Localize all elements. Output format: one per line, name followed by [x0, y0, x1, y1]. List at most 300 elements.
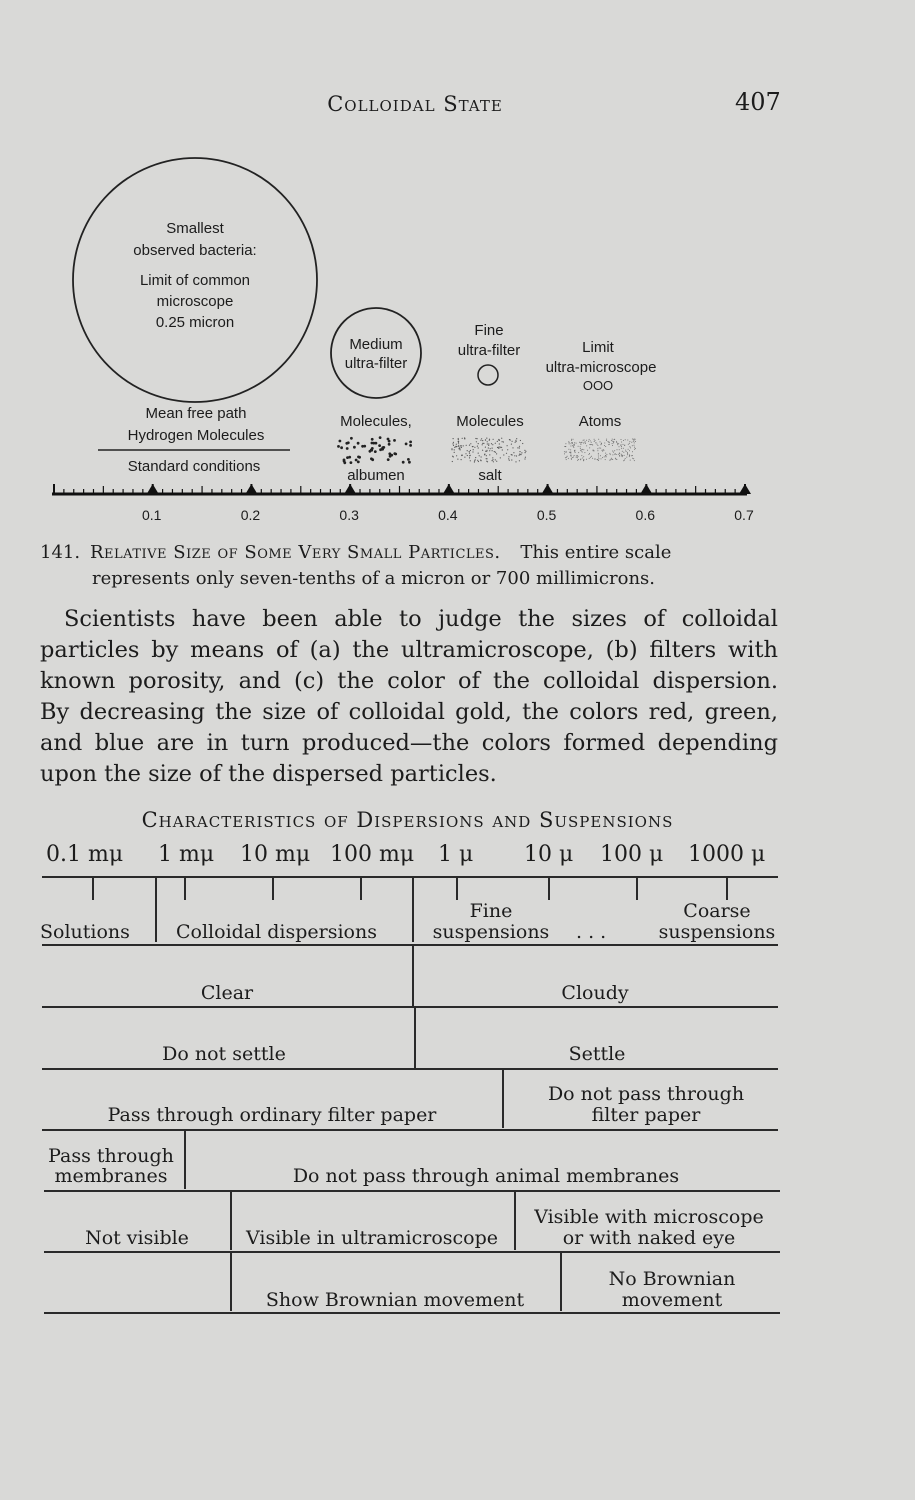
medium-filter-label-1: Medium — [349, 336, 403, 353]
scale-tick — [360, 878, 362, 900]
mean-free-path-label-2: Hydrogen Molecules — [127, 427, 265, 444]
dot — [458, 448, 459, 449]
salt-dot-pattern — [451, 437, 526, 462]
dot — [604, 443, 605, 444]
dot — [495, 443, 496, 444]
medium-filter-label-2: ultra-filter — [344, 355, 408, 372]
dot — [350, 461, 353, 464]
dot — [604, 445, 605, 446]
cell-fine-1: Fine — [469, 900, 513, 922]
dot — [605, 459, 606, 460]
dot — [589, 453, 590, 454]
cell-do-not-settle: Do not settle — [162, 1043, 286, 1065]
dot — [600, 441, 601, 442]
dot — [597, 459, 598, 460]
dot — [486, 438, 487, 439]
scale-label: 100 μ — [600, 842, 664, 867]
scale-major-marker — [147, 484, 159, 494]
dot — [621, 445, 622, 446]
scale-label: 100 mμ — [330, 842, 415, 867]
scale-tick — [92, 878, 94, 900]
dot — [513, 452, 514, 453]
dot — [589, 444, 590, 445]
dot — [454, 452, 455, 453]
dot — [600, 455, 601, 456]
dot — [350, 437, 353, 440]
dot — [573, 439, 574, 440]
dot — [592, 458, 593, 459]
scale-major-marker — [739, 484, 751, 494]
dot — [402, 461, 405, 464]
dot — [632, 458, 633, 459]
dot — [478, 443, 479, 444]
paragraph-line: Scientists have been able to judge the sizes of colloidal — [64, 606, 778, 632]
dot — [455, 446, 456, 447]
dot — [522, 443, 523, 444]
dot — [469, 451, 470, 452]
dot — [598, 439, 599, 440]
dot — [629, 446, 630, 447]
dot — [492, 450, 493, 451]
cell-not-pass-membranes: Do not pass through animal membranes — [292, 1165, 680, 1187]
atoms-label: Atoms — [578, 413, 622, 430]
dot — [571, 459, 572, 460]
dot — [628, 444, 629, 445]
dot — [470, 460, 471, 461]
dot — [580, 446, 581, 447]
dot — [472, 451, 473, 452]
dot — [405, 443, 408, 446]
cell-solutions: Solutions — [40, 921, 130, 943]
dot — [598, 458, 599, 459]
fine-filter-label-1: Fine — [474, 322, 504, 339]
dot — [625, 439, 626, 440]
dot — [483, 443, 484, 444]
dot — [580, 448, 581, 449]
dot — [500, 447, 501, 448]
dot — [514, 455, 515, 456]
dot — [478, 461, 479, 462]
dot — [495, 459, 496, 460]
dot — [519, 446, 520, 447]
dot — [605, 446, 606, 447]
dot — [388, 443, 391, 446]
dot — [578, 459, 579, 460]
dot — [579, 442, 580, 443]
dot — [615, 453, 616, 454]
dot — [524, 458, 525, 459]
dot — [511, 459, 512, 460]
dot — [612, 439, 613, 440]
cell-brownian: Show Brownian movement — [265, 1289, 525, 1311]
dot — [580, 444, 581, 445]
dot — [635, 448, 636, 449]
dot — [611, 440, 612, 441]
mean-free-path-label-1: Mean free path — [145, 405, 247, 422]
scale-tick-label: 0.3 — [339, 507, 359, 523]
scale-label: 1000 μ — [688, 842, 766, 867]
dot — [569, 442, 570, 443]
dot — [602, 451, 603, 452]
dot — [565, 446, 566, 447]
dot — [577, 455, 578, 456]
dot — [475, 457, 476, 458]
cell-no-brownian-1: No Brownian — [608, 1268, 736, 1290]
dot — [613, 452, 614, 453]
dot — [460, 445, 461, 446]
limit-label-1: Limit — [582, 339, 614, 356]
dot — [631, 442, 632, 443]
dot — [521, 452, 522, 453]
dot — [635, 441, 636, 442]
scale-label: 10 mμ — [240, 842, 311, 867]
dot — [480, 460, 481, 461]
dot — [453, 438, 454, 439]
dot — [381, 448, 384, 451]
dot — [571, 440, 572, 441]
scale-label: 1 μ — [438, 842, 474, 867]
cell-coarse-1: Coarse — [683, 900, 751, 922]
dot — [609, 444, 610, 445]
dot — [452, 443, 453, 444]
dot — [489, 440, 490, 441]
dot — [634, 460, 635, 461]
dot — [477, 446, 478, 447]
dot — [611, 458, 612, 459]
dot — [472, 446, 473, 447]
dot — [485, 447, 486, 448]
dot — [458, 441, 459, 442]
dot — [617, 443, 618, 444]
particle-size-figure — [0, 0, 915, 535]
dot — [634, 445, 635, 446]
dot — [507, 449, 508, 450]
dot — [605, 453, 606, 454]
dot — [575, 452, 576, 453]
dot — [492, 457, 493, 458]
dot — [479, 455, 480, 456]
dot — [490, 448, 491, 449]
dot — [453, 442, 454, 443]
dot — [603, 449, 604, 450]
cell-not-pass-filter-2: filter paper — [591, 1104, 701, 1126]
atom-dot-pattern — [564, 439, 636, 462]
paragraph-line: and blue are in turn produced—the colors formed depending — [40, 730, 778, 756]
scale-major-marker — [245, 484, 257, 494]
dot — [623, 452, 624, 453]
dot — [587, 450, 588, 451]
dot — [618, 454, 619, 455]
dot — [466, 445, 467, 446]
dot — [454, 447, 455, 448]
dot — [467, 455, 468, 456]
dot — [458, 443, 459, 444]
dot — [590, 440, 591, 441]
dot — [488, 445, 489, 446]
dot — [515, 440, 516, 441]
dot — [501, 447, 502, 448]
table-rule — [42, 1129, 778, 1131]
scale-label: 0.1 mμ — [46, 842, 124, 867]
dot — [572, 457, 573, 458]
dot — [566, 452, 567, 453]
dot — [627, 454, 628, 455]
dot — [584, 452, 585, 453]
dot — [571, 443, 572, 444]
dot — [582, 442, 583, 443]
cell-clear: Clear — [200, 982, 254, 1004]
dot — [605, 455, 606, 456]
dot — [570, 452, 571, 453]
dot — [499, 443, 500, 444]
dot — [573, 447, 574, 448]
dot — [357, 461, 360, 464]
dot — [629, 450, 630, 451]
scale-tick-label: 0.7 — [734, 507, 754, 523]
dot — [477, 438, 478, 439]
dot — [474, 461, 475, 462]
dot — [357, 442, 360, 445]
dot — [601, 458, 602, 459]
dot — [372, 442, 375, 445]
dot — [610, 459, 611, 460]
dot — [453, 456, 454, 457]
dot — [489, 439, 490, 440]
dot — [371, 458, 374, 461]
dot — [519, 447, 520, 448]
scale-major-marker — [344, 484, 356, 494]
dot — [507, 445, 508, 446]
dot — [632, 439, 633, 440]
dot — [519, 454, 520, 455]
dot — [580, 459, 581, 460]
dot — [480, 440, 481, 441]
dot — [583, 443, 584, 444]
dot — [492, 448, 493, 449]
dot — [568, 458, 569, 459]
dot — [451, 448, 452, 449]
dot — [502, 449, 503, 450]
dot — [619, 456, 620, 457]
scale-tick-label: 0.2 — [240, 507, 261, 523]
dot — [467, 450, 468, 451]
dot — [574, 442, 575, 443]
dot — [512, 447, 513, 448]
dot — [502, 441, 503, 442]
dot — [619, 449, 620, 450]
dot — [496, 461, 497, 462]
dot — [598, 455, 599, 456]
dot — [574, 444, 575, 445]
running-title-word-1: olloidal — [344, 92, 436, 116]
dot — [503, 454, 504, 455]
dot — [498, 439, 499, 440]
dot — [619, 446, 620, 447]
dot — [393, 452, 396, 455]
dot — [619, 455, 620, 456]
dot — [340, 446, 343, 449]
dot — [347, 441, 350, 444]
dot — [630, 447, 631, 448]
dot — [606, 439, 607, 440]
dot — [508, 456, 509, 457]
dot — [610, 454, 611, 455]
dot — [508, 458, 509, 459]
dot — [515, 442, 516, 443]
paragraph-line: upon the size of the dispersed particles. — [40, 761, 497, 787]
dot — [456, 455, 457, 456]
dot — [583, 440, 584, 441]
dot — [576, 457, 577, 458]
dot — [476, 441, 477, 442]
dot — [498, 448, 499, 449]
dot — [617, 449, 618, 450]
dot — [498, 447, 499, 448]
dot — [594, 441, 595, 442]
dot — [493, 461, 494, 462]
dot — [578, 456, 579, 457]
dot — [633, 439, 634, 440]
dot — [580, 442, 581, 443]
dot — [452, 461, 453, 462]
dot — [371, 447, 374, 450]
page-number: 407 — [735, 88, 781, 116]
dot — [566, 457, 567, 458]
dot — [623, 440, 624, 441]
dot — [510, 439, 511, 440]
cell-not-visible: Not visible — [85, 1227, 189, 1249]
dot — [606, 440, 607, 441]
dot — [599, 448, 600, 449]
dot — [573, 457, 574, 458]
dot — [582, 452, 583, 453]
dot — [486, 450, 487, 451]
dot — [621, 439, 622, 440]
dot — [482, 440, 483, 441]
dot — [464, 457, 465, 458]
dot — [379, 436, 382, 439]
dot — [581, 455, 582, 456]
dot — [616, 454, 617, 455]
dot — [602, 450, 603, 451]
scale-tick-label: 0.6 — [635, 507, 656, 523]
dot — [597, 444, 598, 445]
dot — [390, 454, 393, 457]
dot — [481, 438, 482, 439]
dot — [564, 453, 565, 454]
scale-major-marker — [640, 484, 652, 494]
dot — [491, 443, 492, 444]
dot — [457, 459, 458, 460]
dot — [631, 455, 632, 456]
dot — [597, 445, 598, 446]
salt-label-2: salt — [478, 467, 502, 484]
cell-pass-filter-paper: Pass through ordinary filter paper — [107, 1104, 437, 1126]
dot — [511, 454, 512, 455]
cell-no-brownian-2: movement — [621, 1289, 723, 1311]
dot — [481, 456, 482, 457]
dot — [625, 450, 626, 451]
table-title: Characteristics of Dispersions and Suspensions — [141, 808, 674, 832]
dot — [595, 440, 596, 441]
dot — [616, 441, 617, 442]
dot — [593, 450, 594, 451]
dot — [465, 453, 466, 454]
dot — [346, 456, 349, 459]
dot — [474, 460, 475, 461]
bacteria-label-3: Limit of common — [139, 272, 251, 289]
dot — [524, 450, 525, 451]
cell-visible-ultramicroscope: Visible in ultramicroscope — [245, 1227, 499, 1249]
dot — [568, 441, 569, 442]
dot — [632, 445, 633, 446]
dot — [489, 454, 490, 455]
cell-coarse-2: suspensions — [658, 921, 776, 943]
paragraph-line: known porosity, and (c) the color of the colloidal dispersion. — [40, 668, 778, 694]
scale-tick-label: 0.5 — [536, 507, 557, 523]
dot — [461, 454, 462, 455]
dot — [630, 460, 631, 461]
dot — [592, 445, 593, 446]
dot — [361, 445, 364, 448]
dot — [586, 440, 587, 441]
dot — [627, 452, 628, 453]
scale-major-marker — [542, 484, 554, 494]
dot — [576, 443, 577, 444]
dot — [371, 438, 374, 441]
dot — [589, 447, 590, 448]
cell-dots: . . . — [576, 921, 607, 943]
dot — [566, 459, 567, 460]
mean-free-path-label-3: Standard conditions — [127, 458, 261, 475]
dot — [461, 459, 462, 460]
figure-caption — [40, 540, 780, 592]
scale-tick — [636, 878, 638, 900]
scale-tick-label: 0.4 — [438, 507, 458, 523]
dot — [629, 443, 630, 444]
dot — [612, 454, 613, 455]
dot — [623, 460, 624, 461]
table-rule — [42, 876, 778, 878]
dot — [600, 444, 601, 445]
dot — [578, 452, 579, 453]
scale-label: 10 μ — [524, 842, 574, 867]
dot — [486, 455, 487, 456]
dot — [634, 442, 635, 443]
dot — [506, 453, 507, 454]
dot — [615, 459, 616, 460]
dot — [582, 458, 583, 459]
dot — [621, 454, 622, 455]
medium-filter-circle — [331, 308, 421, 398]
dot — [588, 441, 589, 442]
dot — [511, 444, 512, 445]
dot — [626, 451, 627, 452]
dot — [469, 445, 470, 446]
dot — [609, 442, 610, 443]
dot — [576, 455, 577, 456]
dot — [634, 447, 635, 448]
dot — [629, 456, 630, 457]
dot — [611, 459, 612, 460]
dot — [461, 447, 462, 448]
dot — [519, 451, 520, 452]
dot — [486, 458, 487, 459]
dot — [516, 455, 517, 456]
dot — [624, 445, 625, 446]
cell-visible-microscope-1: Visible with microscope — [534, 1206, 764, 1228]
dot — [409, 441, 412, 444]
